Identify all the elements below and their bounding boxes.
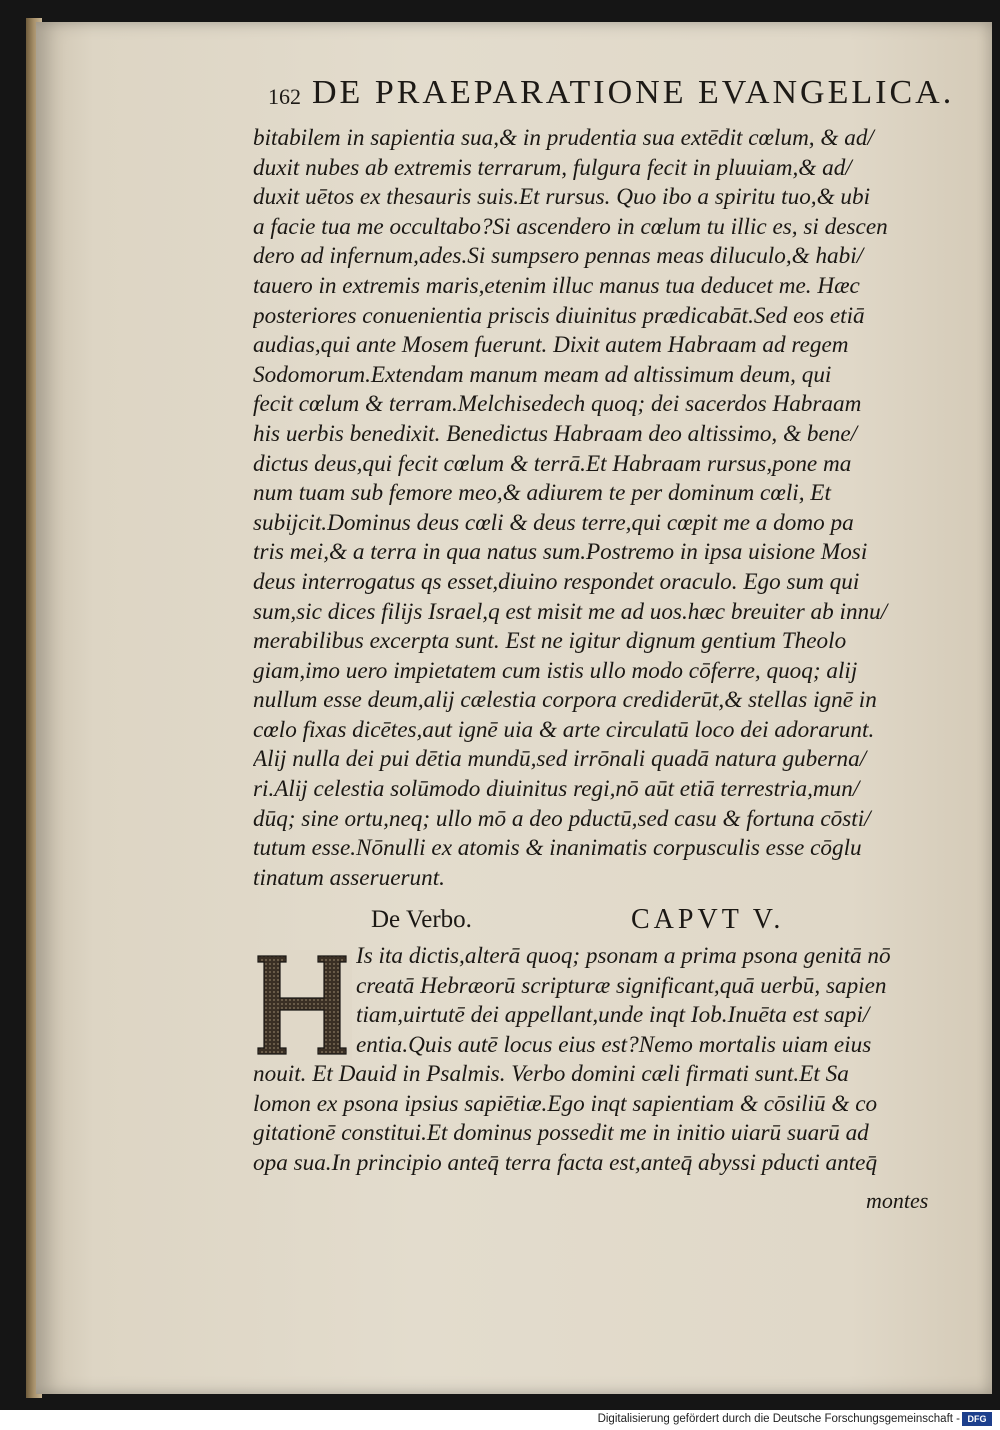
text-line: bitabilem in sapientia sua,& in prudentia sua extēdit cœlum, & ad/ xyxy=(253,125,874,151)
decorated-initial-h xyxy=(252,950,352,1060)
text-line: num tuam sub femore meo,& adiurem te per dominum cœli, Et xyxy=(253,480,831,507)
text-line: duxit uētos ex thesauris suis.Et rursus. Quo ibo a spiritu tuo,& ubi xyxy=(253,184,871,211)
text-line: tinatum asseruerunt. xyxy=(253,864,445,891)
text-line: creatā Hebræorū scripturæ significant,quā uerbū, sapien xyxy=(356,972,887,999)
text-line: a facie tua me occultabo?Si ascendero in cœlum tu illic es, si descen xyxy=(253,213,888,240)
text-line: giam,imo uero impietatem cum istis ullo modo cōferre, quoq; alij xyxy=(253,657,858,684)
chapter-subject: De Verbo. xyxy=(371,906,472,933)
main-text-block xyxy=(253,124,963,893)
page-header xyxy=(268,74,968,118)
text-line: tris mei,& a terra in qua natus sum.Postremo in ipsa uisione Mosi xyxy=(253,539,868,566)
text-line: dūq; sine ortu,neq; ullo mō a deo pductū,sed casu & fortuna cōsti/ xyxy=(253,805,871,832)
dfg-logo-icon: DFG xyxy=(962,1412,992,1426)
text-line: cœlo fixas dicētes,aut ignē uia & arte circulatū loco dei adorarunt. xyxy=(253,716,875,743)
text-line: entia.Quis autē locus eius est?Nemo mortalis uiam eius xyxy=(356,1031,872,1058)
text-line: nouit. Et Dauid in Psalmis. Verbo domini cæli firmati sunt.Et Sa xyxy=(253,1061,849,1087)
text-line: merabilibus excerpta sunt. Est ne igitur dignum gentium Theolo xyxy=(253,628,847,655)
text-line: Is ita dictis,alterā quoq; psonam a prima psona genitā nō xyxy=(356,943,891,969)
text-line: fecit cœlum & terram.Melchisedech quoq; dei sacerdos Habraam xyxy=(253,391,862,418)
text-line: audias,qui ante Mosem fuerunt. Dixit autem Habraam ad regem xyxy=(253,332,849,359)
running-title: DE PRAEPARATIONE EVANGELICA. xyxy=(312,74,955,111)
page-number: 162 xyxy=(268,84,301,109)
text-line: dero ad infernum,ades.Si sumpsero pennas meas diluculo,& habi/ xyxy=(253,243,864,270)
text-line: tauero in extremis maris,etenim illuc manus tua deducet me. Hæc xyxy=(253,272,860,299)
text-line: nullum esse deum,alij cælestia corpora crediderūt,& stellas ignē in xyxy=(253,687,877,714)
text-line: ri.Alij celestia solūmodo diuinitus regi,nō aūt etiā terrestria,mun/ xyxy=(253,776,860,803)
text-line: posteriores conuenientia priscis diuinitus prædicabāt.Sed eos etiā xyxy=(253,302,865,329)
text-line: tiam,uirtutē dei appellant,unde inqt Iob.Inuēta est sapi/ xyxy=(356,1002,870,1029)
text-line: Alij nulla dei pui dētia mundū,sed irrōnali quadā natura guberna/ xyxy=(253,746,867,773)
funding-credit: Digitalisierung gefördert durch die Deutsche Forschungsgemeinschaft - xyxy=(597,1413,960,1425)
footer xyxy=(0,1410,1000,1430)
initial-paragraph xyxy=(356,942,962,1060)
text-line: duxit nubes ab extremis terrarum, fulgura fecit in pluuiam,& ad/ xyxy=(253,154,852,181)
text-line: Sodomorum.Extendam manum meam ad altissimum deum, qui xyxy=(253,361,832,388)
text-line: gitationē constitui.Et dominus possedit me in initio uiarū suarū ad xyxy=(253,1120,869,1147)
text-line: opa sua.In principio anteq̄ terra facta est,anteq̄ abyssi pducti anteq̄ xyxy=(253,1149,878,1176)
continued-paragraph xyxy=(253,1060,963,1178)
text-line: dictus deus,qui fecit cœlum & terrā.Et Habraam rursus,pone ma xyxy=(253,450,852,477)
text-line: deus interrogatus qs esset,diuino respondet oraculo. Ego sum qui xyxy=(253,568,860,595)
chapter-heading xyxy=(253,906,963,940)
text-line: subijcit.Dominus deus cœli & deus terre,qui cœpit me a domo pa xyxy=(253,509,854,536)
text-line: his uerbis benedixit. Benedictus Habraam deo altissimo, & bene/ xyxy=(253,420,858,447)
chapter-label: CAPVT V. xyxy=(631,904,785,935)
catchword: montes xyxy=(866,1188,929,1213)
text-line: sum,sic dices filijs Israel,q est misit me ad uos.hæc breuiter ab innu/ xyxy=(253,598,888,625)
text-line: lomon ex psona ipsius sapiētiæ.Ego inqt sapientiam & cōsiliū & co xyxy=(253,1090,878,1117)
text-line: tutum esse.Nōnulli ex atomis & inanimatis corpusculis esse cōglu xyxy=(253,835,862,862)
